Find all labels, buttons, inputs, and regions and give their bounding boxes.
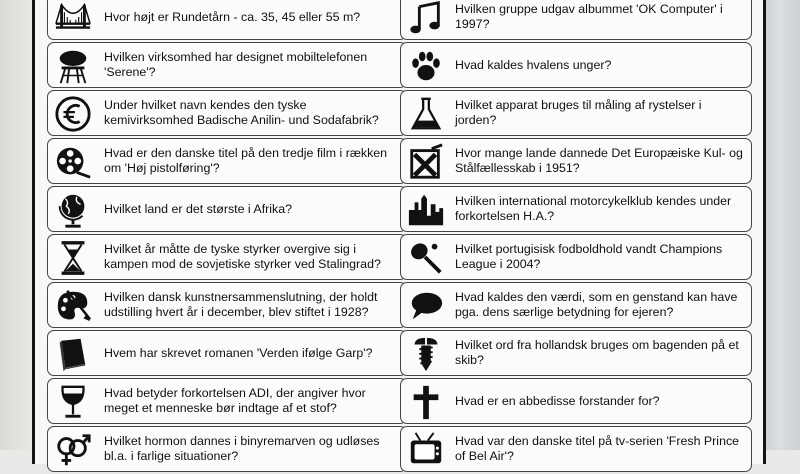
question-text: Hvilken gruppe udgav albummet 'OK Computer' i 1997? — [455, 2, 723, 31]
question-box — [400, 90, 752, 136]
question-text: Hvilket apparat bruges til måling af rystelser i jorden? — [455, 98, 702, 127]
question-box — [47, 378, 407, 424]
question-box — [400, 42, 752, 88]
question-box — [47, 42, 407, 88]
question-text: Hvad kaldes hvalens unger? — [455, 57, 612, 72]
tv-icon — [405, 429, 447, 471]
gender-symbols-icon — [52, 429, 94, 471]
question-box — [47, 186, 407, 232]
question-box — [47, 234, 407, 280]
book-icon — [52, 333, 94, 375]
paw-icon — [405, 45, 447, 87]
question-box — [47, 90, 407, 136]
question-box — [400, 330, 752, 376]
question-box — [47, 330, 407, 376]
question-text: Hvad er en abbedisse forstander for? — [455, 393, 660, 408]
question-box — [400, 186, 752, 232]
question-text: Under hvilket navn kendes den tyske kemivirksomhed Badische Anilin- und Sodafabrik? — [104, 98, 379, 127]
question-text: Hvad var den danske titel på tv-serien 'Fresh Prince of Bel Air'? — [455, 434, 740, 463]
table-surface-right — [766, 0, 800, 450]
city-skyline-icon — [405, 189, 447, 231]
question-box — [47, 282, 407, 328]
question-text: Hvilken virksomhed har designet mobiltelefonen 'Serene'? — [104, 50, 368, 79]
question-box — [400, 282, 752, 328]
wine-glass-icon — [52, 381, 94, 423]
question-text: Hvad er den danske titel på den tredje film i rækken om 'Høj pistolføring'? — [104, 146, 388, 175]
table-surface-left — [0, 0, 32, 450]
question-text: Hvilket ord fra hollandsk bruges om bagenden på et skib? — [455, 338, 739, 367]
question-text: Hvor mange lande dannede Det Europæiske Kul- og Stålfællesskab i 1951? — [455, 146, 743, 175]
question-box — [400, 0, 752, 40]
palette-icon — [52, 285, 94, 327]
question-text: Hvilken international motorcykelklub kendes under forkortelsen H.A.? — [455, 194, 732, 223]
film-reel-icon — [52, 141, 94, 183]
question-box — [400, 138, 752, 184]
question-box — [47, 0, 407, 40]
right-question-column — [400, 0, 752, 474]
music-notes-icon — [405, 0, 447, 39]
question-box — [47, 426, 407, 472]
euro-icon — [52, 93, 94, 135]
hourglass-icon — [52, 237, 94, 279]
question-text: Hvad kaldes den værdi, som en genstand kan have pga. dens særlige betydning for ejeren? — [455, 290, 738, 319]
question-text: Hvilket hormon dannes i binyremarven og udløses bl.a. i farlige situationer? — [104, 434, 380, 463]
question-text: Hvor højt er Rundetårn - ca. 35, 45 eller 55 m? — [104, 9, 361, 24]
question-box — [400, 234, 752, 280]
screw-icon — [405, 333, 447, 375]
left-question-column — [47, 0, 407, 474]
question-text: Hvilken dansk kunstnersammenslutning, der holdt udstilling hvert år i december, blev stiftet i 1928? — [104, 290, 378, 319]
chair-icon — [52, 45, 94, 87]
ballot-x-icon — [405, 141, 447, 183]
question-text: Hvilket land er det største i Afrika? — [104, 201, 292, 216]
question-text: Hvem har skrevet romanen 'Verden ifølge Garp'? — [104, 345, 373, 360]
question-text: Hvilket portugisisk fodboldhold vandt Champions League i 2004? — [455, 242, 723, 271]
question-box — [400, 378, 752, 424]
question-text: Hvad betyder forkortelsen ADI, der angiver hvor meget et menneske bør indtage af et stof? — [104, 386, 366, 415]
question-text: Hvilket år måtte de tyske styrker overgive sig i kampen mod de sovjetiske styrker ved Stalingrad? — [104, 242, 381, 271]
question-box — [47, 138, 407, 184]
speech-bubble-icon — [405, 285, 447, 327]
globe-icon — [52, 189, 94, 231]
bridge-icon — [52, 0, 94, 39]
question-box — [400, 426, 752, 472]
racket-icon — [405, 237, 447, 279]
flask-icon — [405, 93, 447, 135]
cross-icon — [405, 381, 447, 423]
